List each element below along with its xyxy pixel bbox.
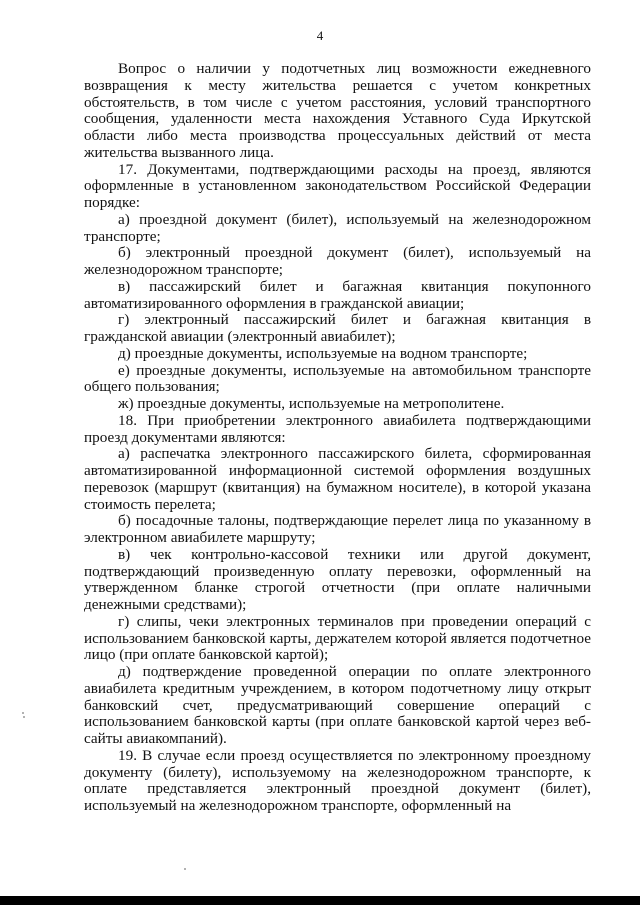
document-body xyxy=(84,61,591,815)
paragraph-17: 17. Документами, подтверждающими расходы на проезд, являются оформленные в установленном законодательством Российской Федерации порядке: xyxy=(84,160,591,211)
list-item-17zh: ж) проездные документы, используемые на метрополитене. xyxy=(118,395,505,412)
scan-speck xyxy=(23,716,25,718)
list-item-17v: в) пассажирский билет и багажная квитанция покупонного автоматизированного оформления в гражданской авиации; xyxy=(84,277,591,312)
page-number: 4 xyxy=(316,28,324,43)
list-item-17a: а) проездной документ (билет), используемый на железнодорожном транспорте; xyxy=(84,210,591,245)
scan-edge-bar xyxy=(0,896,640,905)
paragraph-19: 19. В случае если проезд осуществляется по электронному проездному документу (билету), используемому на железнодорожном транспорте, к оплате представляется электронный проездной документ (билет), используемый на железнодорожном транспорте, оформленный на xyxy=(84,746,591,814)
list-item-17e: е) проездные документы, используемые на автомобильном транспорте общего пользования; xyxy=(84,361,591,396)
list-item-17b: б) электронный проездной документ (билет), используемый на железнодорожном транспорте; xyxy=(84,244,591,278)
paragraph-18: 18. При приобретении электронного авиабилета подтверждающими проезд документами являются: xyxy=(84,411,591,446)
list-item-17g: г) электронный пассажирский билет и багажная квитанция в гражданской авиации (электронный авиабилет); xyxy=(84,311,591,345)
list-item-18a: а) распечатка электронного пассажирского билета, сформированная автоматизированной информационной системой оформления воздушных перевозок (маршрут (квитанция) на бумажном носителе), в которой указана стоимость перелета; xyxy=(84,445,591,513)
list-item-18b: б) посадочные талоны, подтверждающие перелет лица по указанному в электронном авиабилете маршруту; xyxy=(84,512,591,546)
list-item-18v: в) чек контрольно-кассовой техники или другой документ, подтверждающий произведенную оплату перевозки, оформленный на утвержденном бланке строгой отчетности (при оплате наличными денежными средствами); xyxy=(84,545,591,613)
paragraph-intro: Вопрос о наличии у подотчетных лиц возможности ежедневного возвращения к месту жительства решается с учетом конкретных обстоятельств, в том числе с учетом расстояния, условий транспортного сообщения, удаленности места нахождения Уставного Суда Иркутской области либо места производства процессуальных действий от места жительства вызванного лица. xyxy=(84,60,591,161)
list-item-18g: г) слипы, чеки электронных терминалов при проведении операций с использованием банковской карты, держателем которой является подотчетное лицо (при оплате банковской картой); xyxy=(84,612,591,664)
list-item-18d: д) подтверждение проведенной операции по оплате электронного авиабилета кредитным учреждением, в котором подотчетному лицу открыт банковский счет, предусматривающий совершение операций с использованием банковской карты (при оплате банковской картой через веб-сайты авиакомпаний). xyxy=(84,663,591,747)
list-item-17d: д) проездные документы, используемые на водном транспорте; xyxy=(118,344,528,362)
scan-speck xyxy=(184,868,186,870)
scan-speck xyxy=(22,712,24,714)
